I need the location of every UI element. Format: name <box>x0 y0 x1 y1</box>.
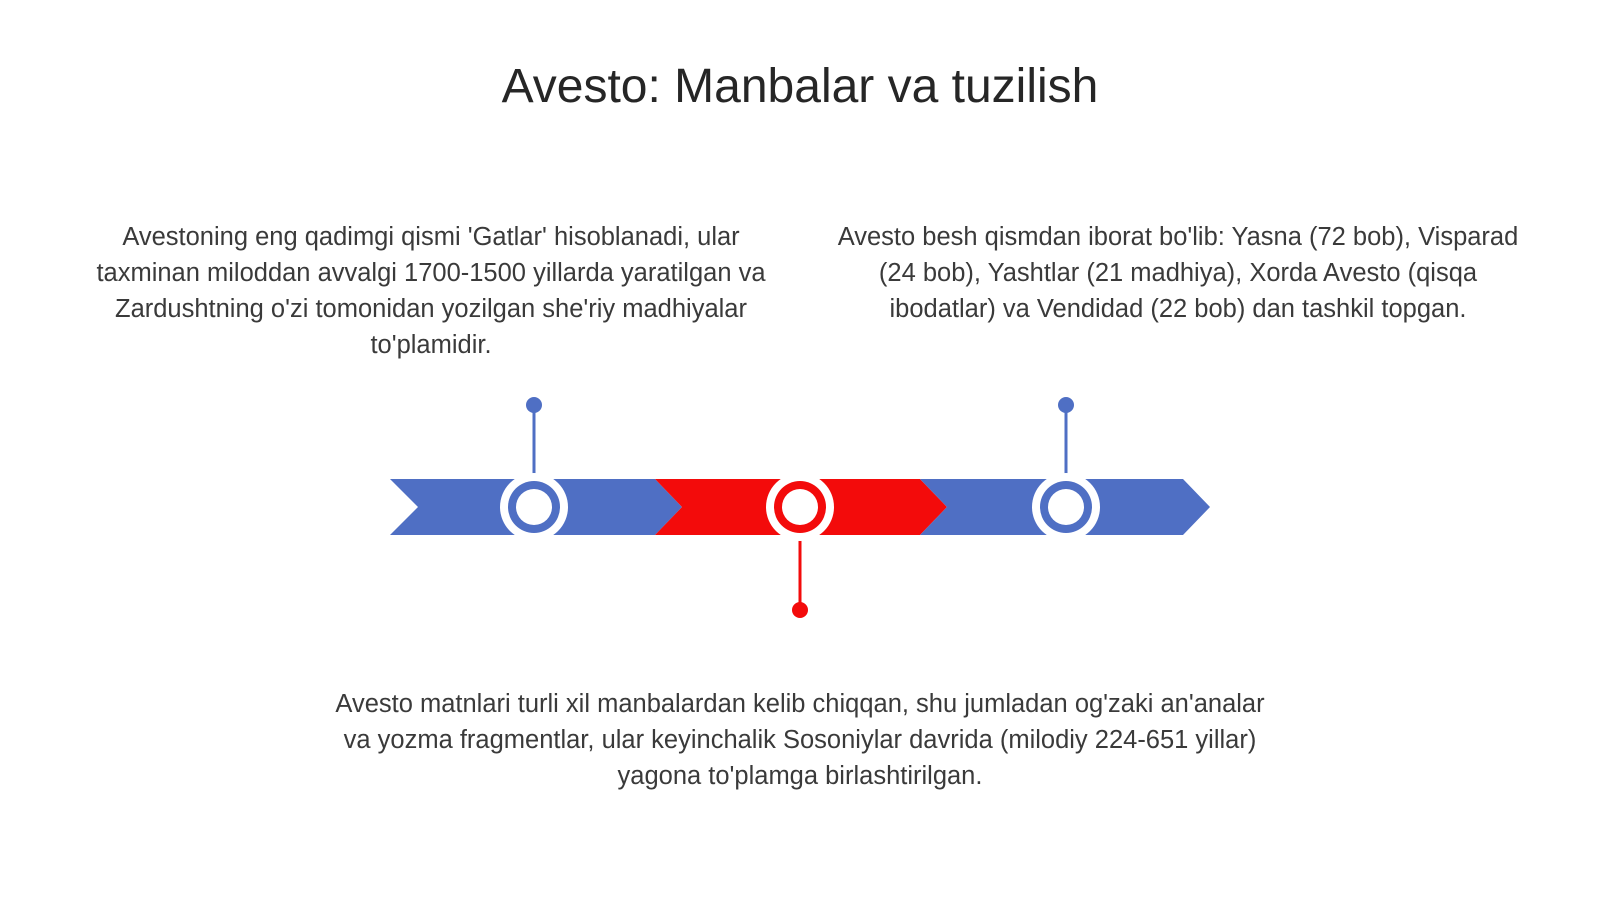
milestone-2-dot <box>792 602 808 618</box>
milestone-3-center <box>1048 489 1084 525</box>
milestone-2-center <box>782 489 818 525</box>
milestone-1-center <box>516 489 552 525</box>
milestone-3-text: Avesto besh qismdan iborat bo'lib: Yasna (72 bob), Visparad (24 bob), Yashtlar (21 madhiya), Xorda Avesto (qisqa ibodatlar) va Vendidad (22 bob) dan tashkil topgan. <box>837 223 1519 323</box>
milestone-3-dot <box>1058 397 1074 413</box>
slide-title: Avesto: Manbalar va tuzilish <box>501 60 1099 113</box>
milestone-1-dot <box>526 397 542 413</box>
milestone-2-text: Avesto matnlari turli xil manbalardan kelib chiqqan, shu jumladan og'zaki an'analar va yozma fragmentlar, ular keyinchalik Sosoniylar davrida (milodiy 224-651 yillar) yagona to'plamga birlashtirilgan. <box>335 690 1265 790</box>
milestone-1-text: Avestoning eng qadimgi qismi 'Gatlar' hisoblanadi, ular taxminan miloddan avvalgi 1700-1500 yillarda yaratilgan va Zardushtning o'zi tomonidan yozilgan she'riy madhiyalar to'plamidir. <box>96 223 766 359</box>
